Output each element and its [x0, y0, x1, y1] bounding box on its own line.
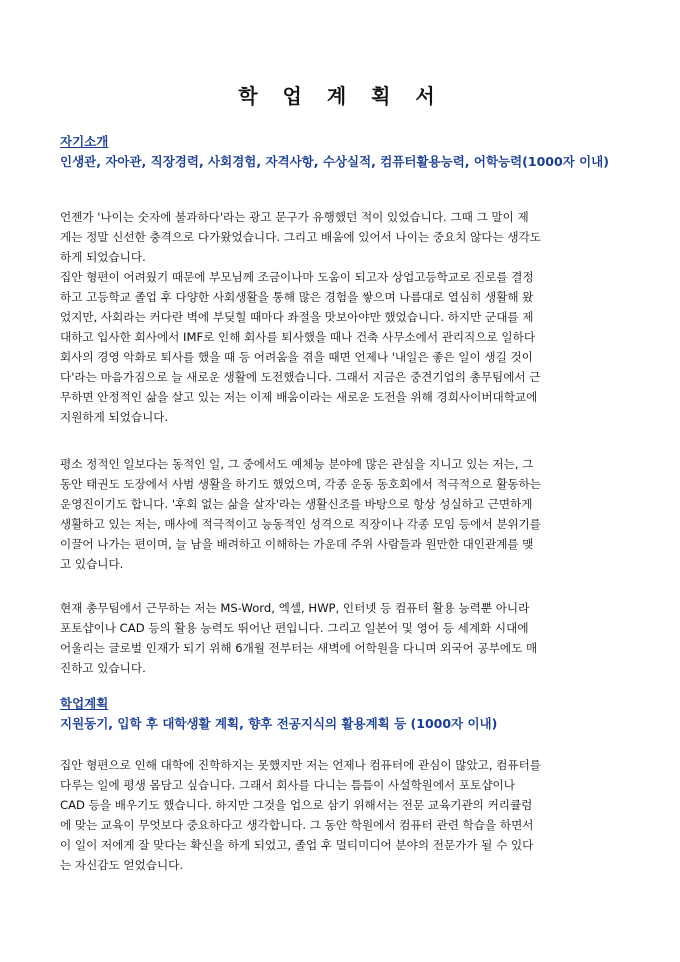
paragraph-line: 포토샵이나 CAD 등의 활용 능력도 뛰어난 편입니다. 그리고 일본어 및 영어 등 세계화 시대에: [60, 621, 529, 635]
paragraph-line: 이끌어 나가는 편이며, 늘 남을 배려하고 이해하는 가운데 주위 사람들과 원만한 대인관계를 맺: [60, 537, 534, 551]
paragraph-line: 어울리는 글로벌 인재가 되기 위해 6개월 전부터는 새벽에 어학원을 다니며 외국어 공부에도 매: [60, 641, 538, 655]
paragraph-line: 평소 정적인 일보다는 동적인 일, 그 중에서도 예체능 분야에 많은 관심을 지니고 있는 저는, 그: [60, 457, 534, 471]
paragraph-line: CAD 등을 배우기도 했습니다. 하지만 그것을 업으로 삼기 위해서는 전문 교육기관의 커리큘럼: [60, 798, 533, 812]
paragraph-line: 집안 형편이 어려웠기 때문에 부모님께 조금이나마 도움이 되고자 상업고등학교로 진로를 결정: [60, 270, 534, 284]
self-intro-heading: [60, 132, 622, 172]
self-intro-paragraph: [60, 598, 622, 678]
paragraph-line: 다'라는 마음가짐으로 늘 새로운 생활에 도전했습니다. 그래서 지금은 중견기업의 총무팀에서 근: [60, 370, 541, 384]
study-plan-paragraph: [60, 755, 622, 875]
paragraph-line: 에 맞는 교육이 무엇보다 중요하다고 생각합니다. 그 동안 학원에서 컴퓨터 관련 학습을 하면서: [60, 818, 534, 832]
paragraph-line: 현재 총무팀에서 근무하는 저는 MS-Word, 엑셀, HWP, 인터넷 등 컴퓨터 활용 능력뿐 아니라: [60, 601, 530, 615]
self-intro-paragraph: [60, 454, 622, 574]
study-plan-heading-label: 학업계획: [60, 696, 109, 711]
study-plan-heading: [60, 694, 622, 734]
paragraph-line: 게는 정말 신선한 충격으로 다가왔었습니다. 그리고 배움에 있어서 나이는 중요치 않다는 생각도: [60, 230, 542, 244]
paragraph-line: 운영진이기도 합니다. '후회 없는 삶을 살자'라는 생활신조를 바탕으로 항상 성실하고 근면하게: [60, 497, 533, 511]
paragraph-line: 다루는 일에 평생 몸담고 싶습니다. 그래서 회사를 다니는 틈틈이 사설학원에서 포토샵이나: [60, 778, 515, 792]
study-plan-heading-description: 지원동기, 입학 후 대학생활 계획, 향후 전공지식의 활용계획 등 (1000자 이내): [60, 716, 498, 731]
paragraph-line: 집안 형편으로 인해 대학에 진학하지는 못했지만 저는 언제나 컴퓨터에 관심이 많았고, 컴퓨터를: [60, 758, 542, 772]
self-intro-heading-description: 인생관, 자아관, 직장경력, 사회경험, 자격사항, 수상실적, 컴퓨터활용능력, 어학능력(1000자 이내): [60, 154, 609, 169]
paragraph-line: 언젠가 '나이는 숫자에 불과하다'라는 광고 문구가 유행했던 적이 있었습니다. 그때 그 말이 제: [60, 210, 529, 224]
self-intro-heading-label: 자기소개: [60, 134, 109, 149]
paragraph-line: 동안 태권도 도장에서 사범 생활을 하기도 했었으며, 각종 운동 동호회에서 적극적으로 활동하는: [60, 477, 542, 491]
document-title: 학 업 계 획 서: [238, 84, 444, 108]
paragraph-line: 무하면 안정적인 삶을 살고 있는 저는 이제 배움이라는 새로운 도전을 위해 경희사이버대학교에: [60, 390, 538, 404]
paragraph-line: 생활하고 있는 저는, 매사에 적극적이고 능동적인 성격으로 직장이나 각종 모임 등에서 분위기를: [60, 517, 542, 531]
paragraph-line: 이 일이 저에게 잘 맞다는 확신을 하게 되었고, 졸업 후 멀티미디어 분야의 전문가가 될 수 있다: [60, 838, 534, 852]
paragraph-line: 대하고 입사한 회사에서 IMF로 인해 회사를 퇴사했을 때나 건축 사무소에서 관리직으로 일하다: [60, 330, 536, 344]
paragraph-line: 하고 고등학교 졸업 후 다양한 사회생활을 통해 많은 경험을 쌓으며 나름대로 열심히 생활해 왔: [60, 290, 534, 304]
paragraph-line: 었지만, 사회라는 커다란 벽에 부딪힐 때마다 좌절을 맛보아야만 했었습니다. 하지만 군대를 제: [60, 310, 534, 324]
paragraph-line: 는 자신감도 얻었습니다.: [60, 858, 184, 872]
paragraph-line: 고 있습니다.: [60, 557, 124, 571]
self-intro-paragraph: [60, 207, 622, 427]
paragraph-line: 회사의 경영 악화로 퇴사를 했을 때 등 어려움을 겪을 때면 언제나 '내일은 좋은 일이 생길 것이: [60, 350, 533, 364]
paragraph-line: 진하고 있습니다.: [60, 661, 146, 675]
paragraph-line: 지원하게 되었습니다.: [60, 410, 169, 424]
paragraph-line: 하게 되었습니다.: [60, 250, 146, 264]
